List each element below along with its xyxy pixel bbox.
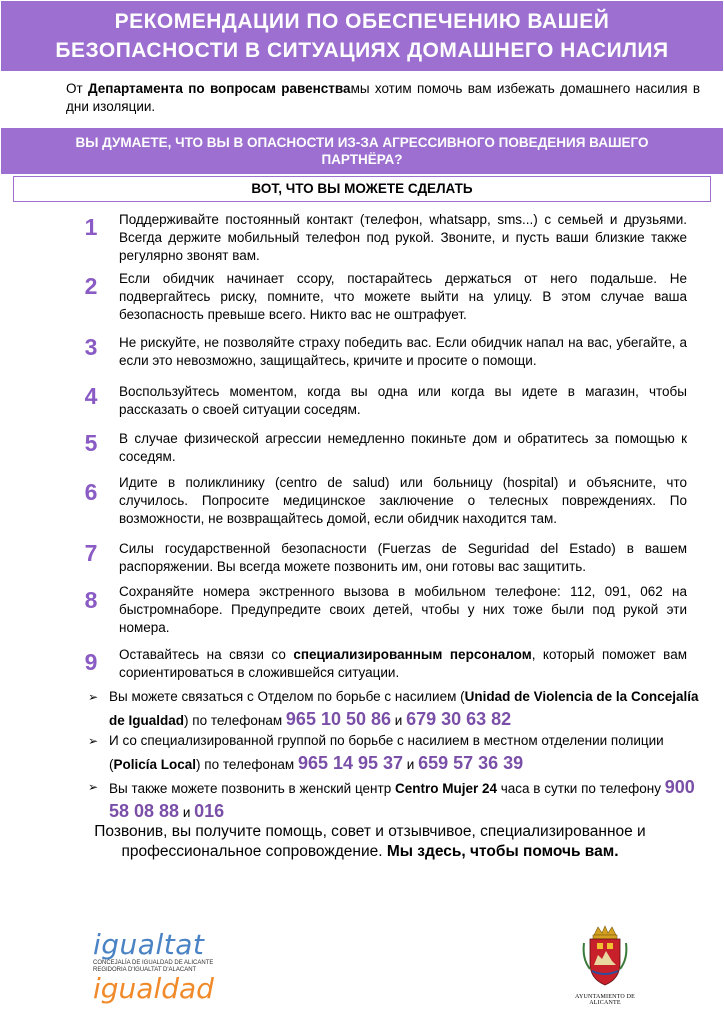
contact-and: и [179, 805, 195, 820]
phone-number[interactable]: 659 57 36 39 [418, 753, 524, 773]
contact-org: Centro Mujer 24 [394, 781, 497, 796]
step-number: 6 [84, 479, 98, 505]
step-text: Идите в поликлинику (centro de salud) или больницу (hospital) и объясните, что случилось. Попросите медицинское заключение о телесных повреждениях. По возможности, не возвращайтесь домой, если обидчик находится там. [119, 475, 687, 526]
arrow-bullet-icon: ➢ [88, 690, 99, 704]
phone-number[interactable]: 965 14 95 37 [297, 753, 404, 773]
step-9-suffix: , который поможет вам сориентироваться в сложившейся ситуации. [119, 647, 687, 680]
contact-text [109, 776, 699, 824]
logo-subtitle-2: REGIDORIA D'IGUALTAT D'ALACANT [93, 967, 197, 973]
closing-bold: Мы здесь, чтобы помочь вам. [386, 843, 619, 860]
arrow-bullet-icon: ➢ [88, 734, 99, 748]
contact-text [109, 686, 699, 732]
title-line-1: РЕКОМЕНДАЦИИ ПО ОБЕСПЕЧЕНИЮ ВАШЕЙ [114, 10, 610, 33]
title-banner [1, 1, 723, 71]
logo-subtitle-1: CONCEJALÍA DE IGUALDAD DE ALICANTE [93, 960, 214, 966]
step-number: 2 [84, 273, 98, 299]
step-text: Воспользуйтесь моментом, когда вы одна или когда вы идете в магазин, чтобы рассказать о своей ситуации соседям. [119, 384, 687, 417]
action-heading: ВОТ, ЧТО ВЫ МОЖЕТЕ СДЕЛАТЬ [13, 176, 711, 202]
step-number: 4 [84, 383, 98, 409]
logo-igualtat-text: igualtat [93, 928, 205, 961]
city-council-caption: AYUNTAMIENTO DE ALICANTE [574, 994, 636, 1006]
phone-number[interactable]: 900 58 08 88 [109, 777, 695, 821]
phone-number[interactable]: 016 [194, 801, 225, 821]
closing-statement [60, 822, 680, 862]
contact-prefix: Вы можете связаться с Отделом по борьбе с насилием ( [109, 689, 465, 704]
step-text: Сохраняйте номера экстренного вызова в мобильном телефоне: 112, 091, 062 на быстромнаборе. Предупредите своих детей, чтобы у них тоже были под рукой эти номера. [119, 584, 687, 635]
question-banner [1, 128, 723, 174]
phone-number[interactable]: 679 30 63 82 [406, 709, 512, 729]
intro-department: Департамента по вопросам равенства [88, 81, 351, 96]
contact-prefix: И со специализированной группой по борьбе с насилием в местном отделении полиции ( [109, 733, 664, 772]
title-line-2: БЕЗОПАСНОСТИ В СИТУАЦИЯХ ДОМАШНЕГО НАСИЛИЯ [55, 39, 669, 62]
closing-text: Позвонив, вы получите помощь, совет и отзывчивое, специализированное и профессиональное сопровождение. [94, 823, 646, 860]
step-number: 1 [84, 214, 98, 240]
intro-paragraph [66, 80, 700, 116]
coat-of-arms-icon [580, 925, 630, 987]
step-text: В случае физической агрессии немедленно покиньте дом и обратитесь за помощью к соседям. [119, 431, 687, 464]
logo-igualdad-text: igualdad [93, 972, 214, 1005]
city-council-logo [560, 925, 650, 1005]
contact-mid: ) по телефонам [196, 757, 298, 772]
intro-prefix: От [66, 81, 88, 96]
contact-prefix: Вы также можете позвонить в женский центр [109, 781, 395, 796]
contact-and: и [391, 713, 407, 728]
step-9-bold: специализированным персоналом [293, 647, 532, 662]
contact-org: Unidad de Violencia de la Concejalía de Igualdad [109, 689, 699, 728]
contact-and: и [403, 757, 419, 772]
intro-suffix: мы хотим помочь вам избежать домашнего насилия в дни изоляции. [66, 81, 700, 114]
step-text: Если обидчик начинает ссору, постарайтесь держаться от него подальше. Не подвергайтесь риску, помните, что можете выйти на улицу. В этом случае ваша безопасность превыше всего. Никто вас не оштрафует. [119, 271, 687, 322]
arrow-bullet-icon: ➢ [88, 780, 99, 794]
contact-mid: часа в сутки по телефону [496, 781, 665, 796]
question-line-1: ВЫ ДУМАЕТЕ, ЧТО ВЫ В ОПАСНОСТИ ИЗ-ЗА АГРЕССИВНОГО ПОВЕДЕНИЯ ВАШЕГО [75, 135, 649, 150]
step-9-prefix: Оставайтесь на связи со [119, 647, 294, 662]
contact-org: Policía Local [113, 757, 197, 772]
step-number: 7 [84, 540, 98, 566]
contact-text [109, 730, 699, 776]
step-number: 9 [84, 649, 98, 675]
step-number: 3 [84, 334, 98, 360]
step-text: Поддерживайте постоянный контакт (телефон, whatsapp, sms...) с семьей и друзьями. Всегда держите мобильный телефон под рукой. Звоните, и пусть ваши близкие также регулярно звонят вам. [119, 212, 687, 263]
phone-number[interactable]: 965 10 50 86 [285, 709, 392, 729]
step-number: 8 [84, 587, 98, 613]
question-line-2: ПАРТНЁРА? [321, 152, 403, 167]
contact-mid: ) по телефонам [184, 713, 286, 728]
igualdad-logo [93, 928, 243, 1005]
step-number: 5 [84, 430, 98, 456]
step-text: Силы государственной безопасности (Fuerzas de Seguridad del Estado) в вашем распоряжении. Вы всегда можете позвонить им, они готовы вас защитить. [119, 541, 687, 574]
step-text: Не рискуйте, не позволяйте страху победить вас. Если обидчик напал на вас, убегайте, а если это невозможно, защищайтесь, кричите и просите о помощи. [119, 335, 687, 368]
step-text [119, 646, 687, 682]
